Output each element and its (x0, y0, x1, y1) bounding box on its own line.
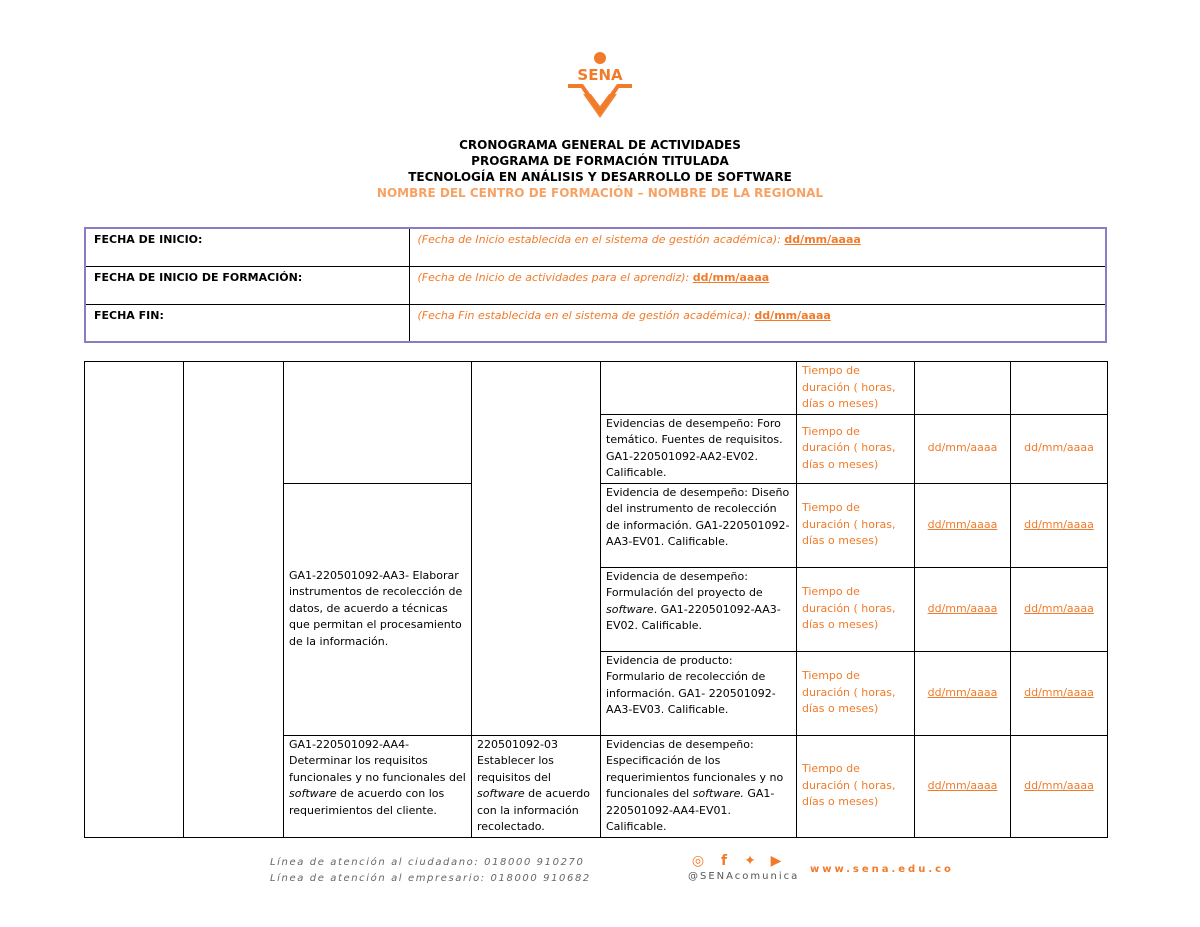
date-row (85, 228, 1106, 266)
start-date-link[interactable]: dd/mm/aaaa (927, 685, 998, 699)
activity-aa3-cell: GA1-220501092-AA3- Elaborar instrumentos de recolección de datos, de acuerdo a técnicas que permitan el procesamiento de la información. (284, 483, 472, 735)
empty-cell (184, 362, 284, 838)
date-note: (Fecha de Inicio de actividades para el aprendiz): (417, 270, 690, 284)
social-icons (690, 853, 784, 869)
empty-cell (85, 362, 184, 838)
instagram-icon[interactable]: ◎ (691, 853, 705, 869)
citizen-line: Línea de atención al ciudadano: 018000 910270 (270, 857, 585, 868)
start-date-link[interactable]: dd/mm/aaaa (927, 517, 998, 531)
end-date-link[interactable]: dd/mm/aaaa (1024, 685, 1094, 699)
date-row (85, 304, 1106, 342)
document-header (0, 137, 1200, 201)
learning-result-cell: 220501092-03 Establecer los requisitos del software de acuerdo con la información recolectado. (472, 735, 601, 837)
subtitle-centro: NOMBRE DEL CENTRO DE FORMACIÓN – NOMBRE DE LA REGIONAL (376, 186, 824, 200)
website-link[interactable]: www.sena.edu.co (810, 864, 954, 875)
evidence-cell: Evidencia de desempeño: Formulación del proyecto de software. GA1-220501092-AA3-EV02. Calificable. (601, 567, 797, 651)
date-value-link[interactable]: dd/mm/aaaa (784, 233, 861, 246)
facebook-icon[interactable]: f (720, 853, 728, 869)
sena-logo (563, 50, 637, 120)
start-date-cell: dd/mm/aaaa (915, 414, 1011, 483)
date-label: FECHA DE INICIO: (85, 228, 409, 266)
evidence-cell: Evidencia de producto: Formulario de recolección de información. GA1- 220501092-AA3-EV03. Calificable. (601, 651, 797, 735)
empty-cell (472, 362, 601, 736)
title-cronograma: CRONOGRAMA GENERAL DE ACTIVIDADES (459, 138, 741, 152)
duration-cell: Tiempo de duración ( horas, días o meses) (797, 362, 915, 415)
duration-cell: Tiempo de duración ( horas, días o meses) (797, 651, 915, 735)
end-date-link[interactable]: dd/mm/aaaa (1024, 517, 1094, 531)
date-value-link[interactable]: dd/mm/aaaa (692, 270, 770, 284)
date-row (85, 266, 1106, 304)
date-note: (Fecha Fin establecida en el sistema de gestión académica): (417, 308, 751, 322)
duration-cell: Tiempo de duración ( horas, días o meses) (797, 483, 915, 567)
title-tecnologia: TECNOLOGÍA EN ANÁLISIS Y DESARROLLO DE SOFTWARE (408, 170, 792, 184)
duration-cell: Tiempo de duración ( horas, días o meses) (797, 735, 915, 837)
dates-table (84, 227, 1107, 343)
evidence-cell: Evidencias de desempeño: Especificación de los requerimientos funcionales y no funcionales del software. GA1-220501092-AA4-EV01. Calificable. (601, 735, 797, 837)
business-line: Línea de atención al empresario: 018000 910682 (270, 873, 591, 884)
activity-aa4-cell: GA1-220501092-AA4- Determinar los requisitos funcionales y no funcionales del software de acuerdo con los requerimientos del cliente. (284, 735, 472, 837)
date-label: FECHA DE INICIO DE FORMACIÓN: (85, 266, 409, 304)
duration-cell: Tiempo de duración ( horas, días o meses) (797, 567, 915, 651)
schedule-table (84, 361, 1108, 838)
duration-cell: Tiempo de duración ( horas, días o meses) (797, 414, 915, 483)
empty-cell (284, 362, 472, 484)
empty-cell (1011, 362, 1108, 415)
logo-text: SENA (577, 66, 623, 84)
end-date-link[interactable]: dd/mm/aaaa (1024, 601, 1094, 615)
table-row (85, 362, 1108, 415)
date-value-link[interactable]: dd/mm/aaaa (754, 308, 831, 322)
empty-cell (915, 362, 1011, 415)
end-date-link[interactable]: dd/mm/aaaa (1024, 778, 1094, 792)
end-date-cell: dd/mm/aaaa (1011, 414, 1108, 483)
evidence-cell: Evidencia de desempeño: Diseño del instrumento de recolección de información. GA1-220501092-AA3-EV01. Calificable. (601, 483, 797, 567)
twitter-icon[interactable]: ✦ (744, 853, 756, 869)
social-handle: @SENAcomunica (688, 871, 800, 882)
start-date-link[interactable]: dd/mm/aaaa (927, 601, 998, 615)
empty-cell (601, 362, 797, 415)
title-programa: PROGRAMA DE FORMACIÓN TITULADA (471, 154, 729, 168)
footer-contact (270, 855, 591, 887)
start-date-link[interactable]: dd/mm/aaaa (927, 778, 998, 792)
date-label: FECHA FIN: (85, 304, 409, 342)
date-note: (Fecha de Inicio establecida en el sistema de gestión académica): (417, 233, 781, 246)
youtube-icon[interactable]: ▶ (770, 853, 782, 869)
evidence-cell: Evidencias de desempeño: Foro temático. Fuentes de requisitos. GA1-220501092-AA2-EV02. Calificable. (601, 414, 797, 483)
